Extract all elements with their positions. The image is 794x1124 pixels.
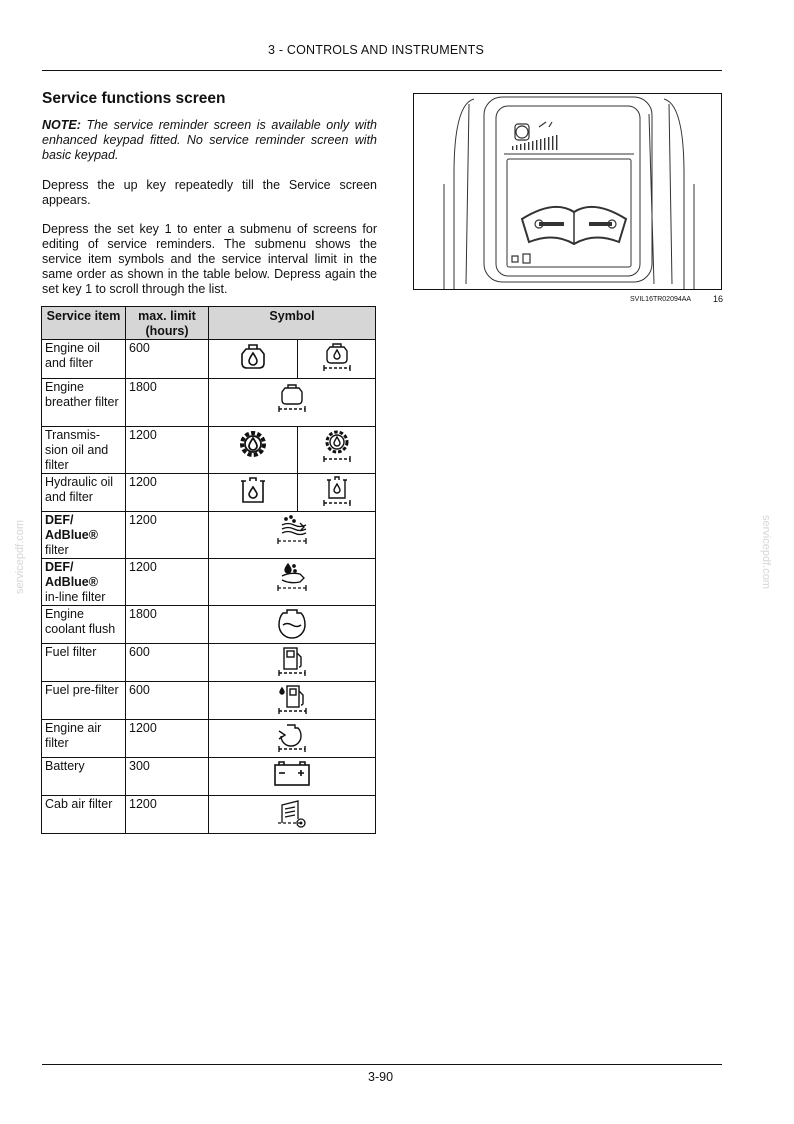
table-row [42, 606, 376, 644]
paragraph-1: Depress the up key repeatedly till the Service screen appears. [42, 178, 377, 207]
service-item: Fuel pre-filter [42, 682, 126, 720]
table-row [42, 474, 376, 512]
figure-number: 16 [713, 294, 724, 304]
table-row [42, 720, 376, 758]
max-limit: 1200 [126, 427, 209, 474]
table-row [42, 644, 376, 682]
max-limit: 1200 [126, 720, 209, 758]
header-service-item: Service item [42, 307, 126, 340]
max-limit: 600 [126, 340, 209, 379]
air-filter-icon [209, 720, 376, 758]
def-inline-filter-icon [209, 559, 376, 606]
engine-breather-icon [209, 379, 376, 427]
service-item [42, 559, 126, 606]
note-text: The service reminder screen is available only with enhanced keypad fitted. No service reminder screen with basic keypad. [42, 118, 377, 162]
service-item: Engine oil and filter [42, 340, 126, 379]
table-row [42, 682, 376, 720]
note-paragraph [42, 118, 377, 163]
table-row [42, 427, 376, 474]
oil-drop-engine-reset-icon [298, 340, 376, 379]
max-limit: 1800 [126, 606, 209, 644]
transmission-oil-icon [209, 427, 298, 474]
table-row [42, 796, 376, 834]
coolant-icon [209, 606, 376, 644]
service-item: Engine air filter [42, 720, 126, 758]
paragraph-2: Depress the set key 1 to enter a submenu of screens for editing of service reminders. The submenu shows the service item symbols and the service interval limit in the same order as shown in the table below. Depress again the set key 1 to scroll through the list. [42, 222, 377, 296]
max-limit: 600 [126, 644, 209, 682]
max-limit: 1200 [126, 474, 209, 512]
table-row [42, 512, 376, 559]
header-max-limit: max. limit (hours) [126, 307, 209, 340]
cab-air-filter-icon [209, 796, 376, 834]
max-limit: 1200 [126, 512, 209, 559]
service-item-rest: filter [45, 543, 69, 557]
note-label: NOTE: [42, 118, 81, 132]
service-item: Transmis-sion oil and filter [42, 427, 126, 474]
max-limit: 300 [126, 758, 209, 796]
service-item: Fuel filter [42, 644, 126, 682]
fuel-filter-icon [209, 644, 376, 682]
service-item: Engine breather filter [42, 379, 126, 427]
fuel-prefilter-icon [209, 682, 376, 720]
table-row [42, 379, 376, 427]
service-item-bold: DEF/ AdBlue® [45, 513, 98, 542]
footer-rule [42, 1064, 722, 1065]
hydraulic-oil-reset-icon [298, 474, 376, 512]
battery-icon [209, 758, 376, 796]
service-item: Engine coolant flush [42, 606, 126, 644]
watermark-left: servicepdf.com [14, 520, 26, 594]
oil-drop-engine-icon [209, 340, 298, 379]
service-table [41, 306, 376, 834]
watermark-right: servicepdf.com [760, 515, 772, 589]
figure-code: SVIL16TR02094AA [630, 296, 692, 303]
service-item-bold: DEF/ AdBlue® [45, 560, 98, 589]
transmission-oil-reset-icon [298, 427, 376, 474]
page-title: Service functions screen [42, 90, 226, 107]
max-limit: 1200 [126, 559, 209, 606]
table-row [42, 758, 376, 796]
service-item: Battery [42, 758, 126, 796]
table-header-row [42, 307, 376, 340]
header-rule [42, 70, 722, 71]
max-limit: 1200 [126, 796, 209, 834]
service-item-rest: in-line filter [45, 590, 106, 604]
service-item: Hydraulic oil and filter [42, 474, 126, 512]
table-row [42, 340, 376, 379]
display-illustration [414, 94, 721, 289]
section-header: 3 - CONTROLS AND INSTRUMENTS [268, 43, 485, 57]
def-filter-icon [209, 512, 376, 559]
max-limit: 1800 [126, 379, 209, 427]
header-symbol: Symbol [209, 307, 376, 340]
service-item: Cab air filter [42, 796, 126, 834]
service-item [42, 512, 126, 559]
max-limit: 600 [126, 682, 209, 720]
table-row [42, 559, 376, 606]
display-figure [413, 93, 722, 290]
hydraulic-oil-icon [209, 474, 298, 512]
page-number: 3-90 [368, 1070, 394, 1084]
